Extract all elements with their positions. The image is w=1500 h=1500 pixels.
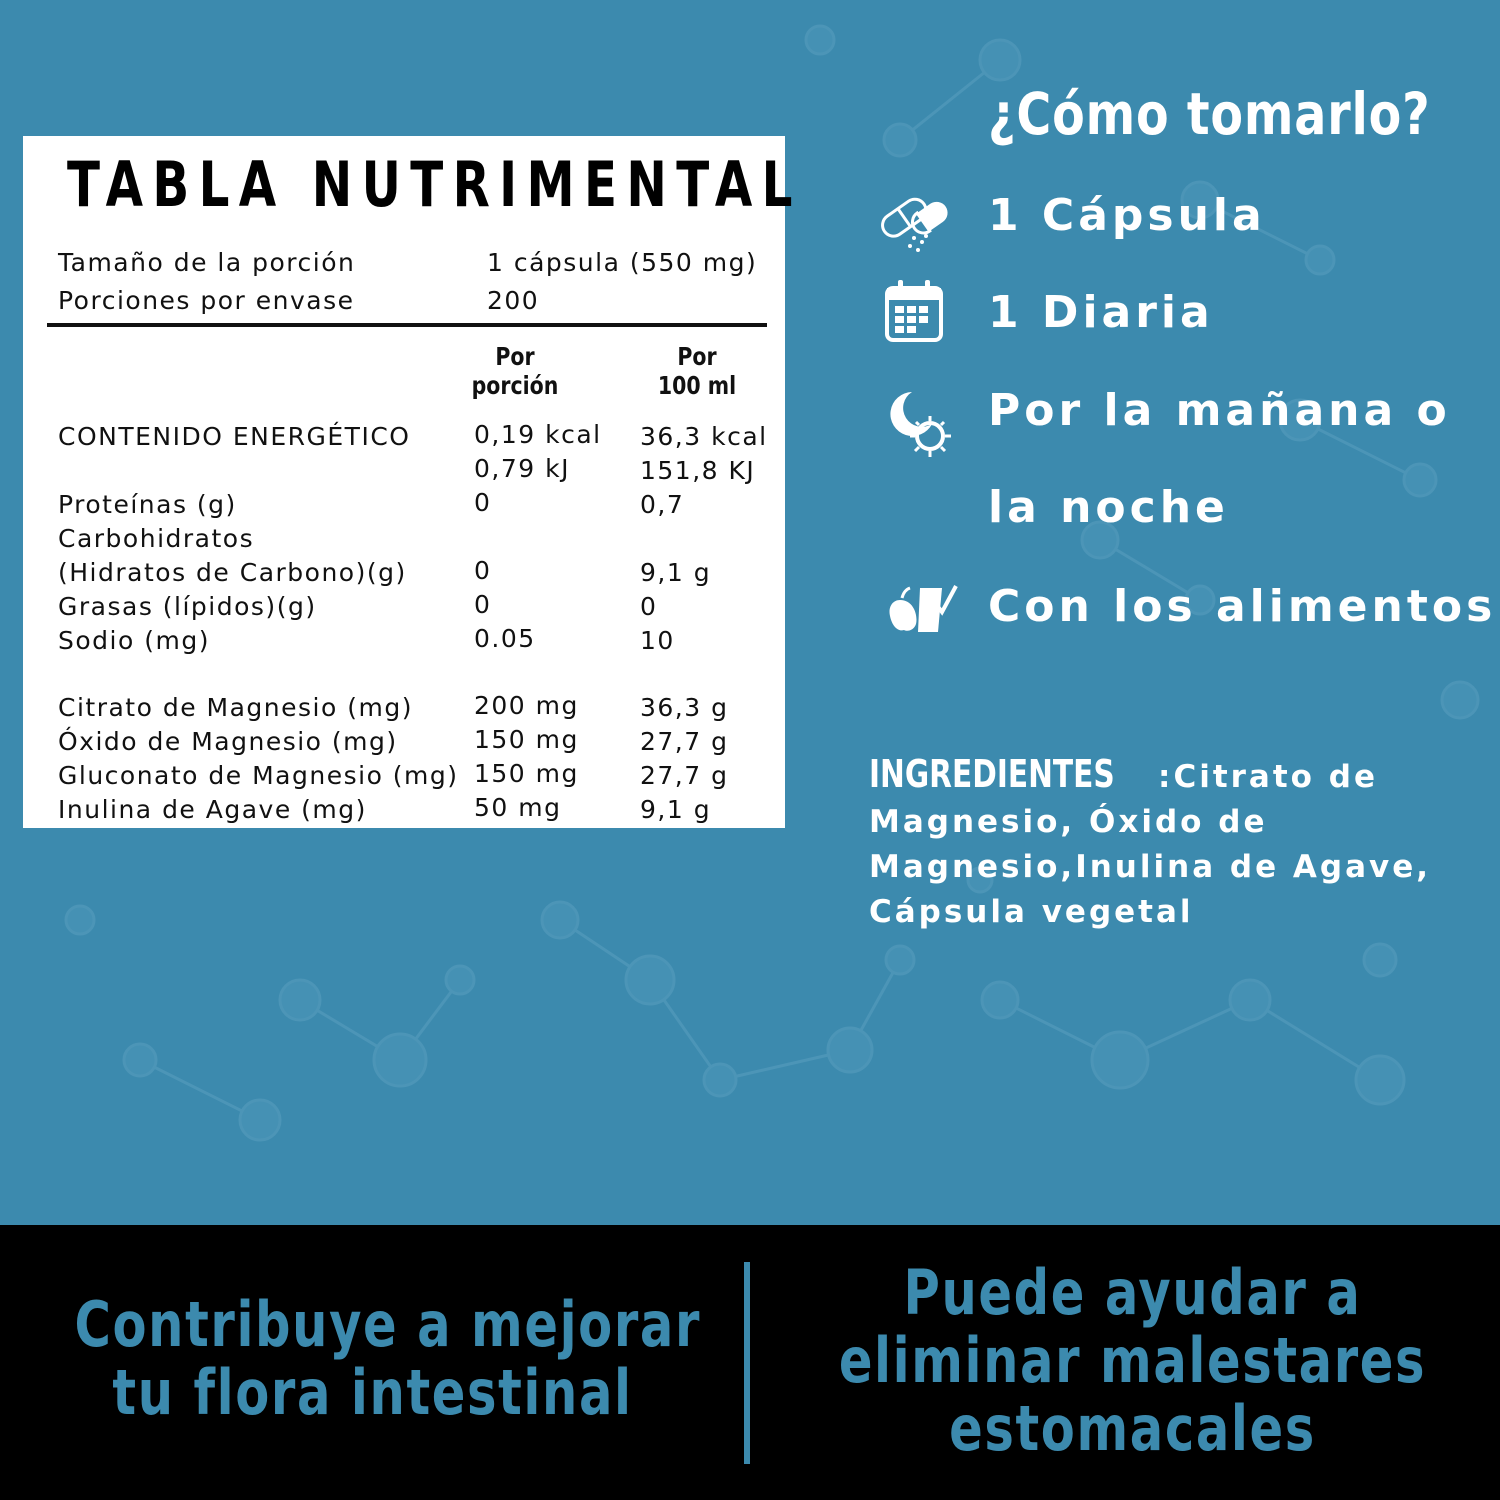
benefit-left-line2: tu flora intestinal <box>112 1356 633 1429</box>
nutrition-table <box>23 136 802 828</box>
column-header-per100 <box>648 342 746 400</box>
row-portion: 0.05 <box>474 624 536 653</box>
benefit-right-line2: eliminar malestares <box>838 1324 1427 1397</box>
row-per100: 9,1 g <box>640 558 712 587</box>
row-per100: 27,7 g <box>640 761 729 790</box>
instruction-capsule: 1 Cápsula <box>988 190 1266 241</box>
instruction-time-line1: Por la mañana o <box>988 385 1451 436</box>
column-header-per100-line2: 100 ml <box>657 371 737 400</box>
row-per100: 9,1 g <box>640 795 712 824</box>
benefit-left-line1: Contribuye a mejorar <box>74 1288 702 1361</box>
row-portion: 0 <box>474 488 492 517</box>
row-label: Carbohidratos <box>58 524 255 553</box>
column-header-portion-line2: porción <box>471 371 559 400</box>
moon-sun-icon <box>882 386 962 470</box>
row-portion: 0 <box>474 590 492 619</box>
benefit-right-line3: estomacales <box>949 1392 1316 1465</box>
food-icon <box>886 582 960 638</box>
how-to-title: ¿Cómo tomarlo? <box>988 80 1431 148</box>
row-label: (Hidratos de Carbono)(g) <box>58 558 407 587</box>
row-portion: 150 mg <box>474 759 579 788</box>
row-portion: 200 mg <box>474 691 579 720</box>
row-per100: 36,3 kcal <box>640 422 768 451</box>
row-per100: 10 <box>640 626 675 655</box>
benefit-right-line1: Puede ayudar a <box>903 1256 1362 1329</box>
row-label: Citrato de Magnesio (mg) <box>58 693 413 722</box>
capsule-icon <box>874 192 958 258</box>
row-label: Óxido de Magnesio (mg) <box>58 727 398 756</box>
row-portion: 0,19 kcal <box>474 420 602 449</box>
row-per100: 0 <box>640 592 658 621</box>
servings-value: 200 <box>487 286 540 315</box>
instruction-food: Con los alimentos <box>988 581 1497 632</box>
row-per100: 27,7 g <box>640 727 729 756</box>
instruction-daily: 1 Diaria <box>988 287 1214 338</box>
row-label: Sodio (mg) <box>58 626 210 655</box>
ingredients-label: INGREDIENTES <box>869 752 1115 796</box>
servings-label: Porciones por envase <box>58 286 355 315</box>
row-per100: 0,7 <box>640 490 685 519</box>
serving-size-value: 1 cápsula (550 mg) <box>487 248 758 277</box>
ingredients-text: :Citrato de Magnesio, Óxido de Magnesio,Inulina de Agave, Cápsula vegetal <box>869 759 1432 930</box>
row-label: Grasas (lípidos)(g) <box>58 592 317 621</box>
row-label: Gluconato de Magnesio (mg) <box>58 761 459 790</box>
column-header-per100-line1: Por <box>677 342 717 371</box>
row-portion: 0,79 kJ <box>474 454 570 483</box>
table-divider <box>47 323 767 327</box>
instruction-time-line2: la noche <box>988 482 1229 533</box>
ingredients-block <box>869 752 1469 935</box>
row-portion: 50 mg <box>474 793 562 822</box>
table-title: TABLA NUTRIMENTAL <box>67 148 802 221</box>
row-per100: 151,8 KJ <box>640 456 756 485</box>
serving-size-label: Tamaño de la porción <box>58 248 356 277</box>
row-per100: 36,3 g <box>640 693 729 722</box>
row-label: Inulina de Agave (mg) <box>58 795 367 824</box>
row-portion: 0 <box>474 556 492 585</box>
calendar-icon <box>884 278 944 348</box>
banner-divider <box>744 1262 750 1464</box>
column-header-portion <box>466 342 564 400</box>
column-header-portion-line1: Por <box>495 342 535 371</box>
row-label: Proteínas (g) <box>58 490 237 519</box>
row-portion: 150 mg <box>474 725 579 754</box>
row-label: CONTENIDO ENERGÉTICO <box>58 422 411 451</box>
